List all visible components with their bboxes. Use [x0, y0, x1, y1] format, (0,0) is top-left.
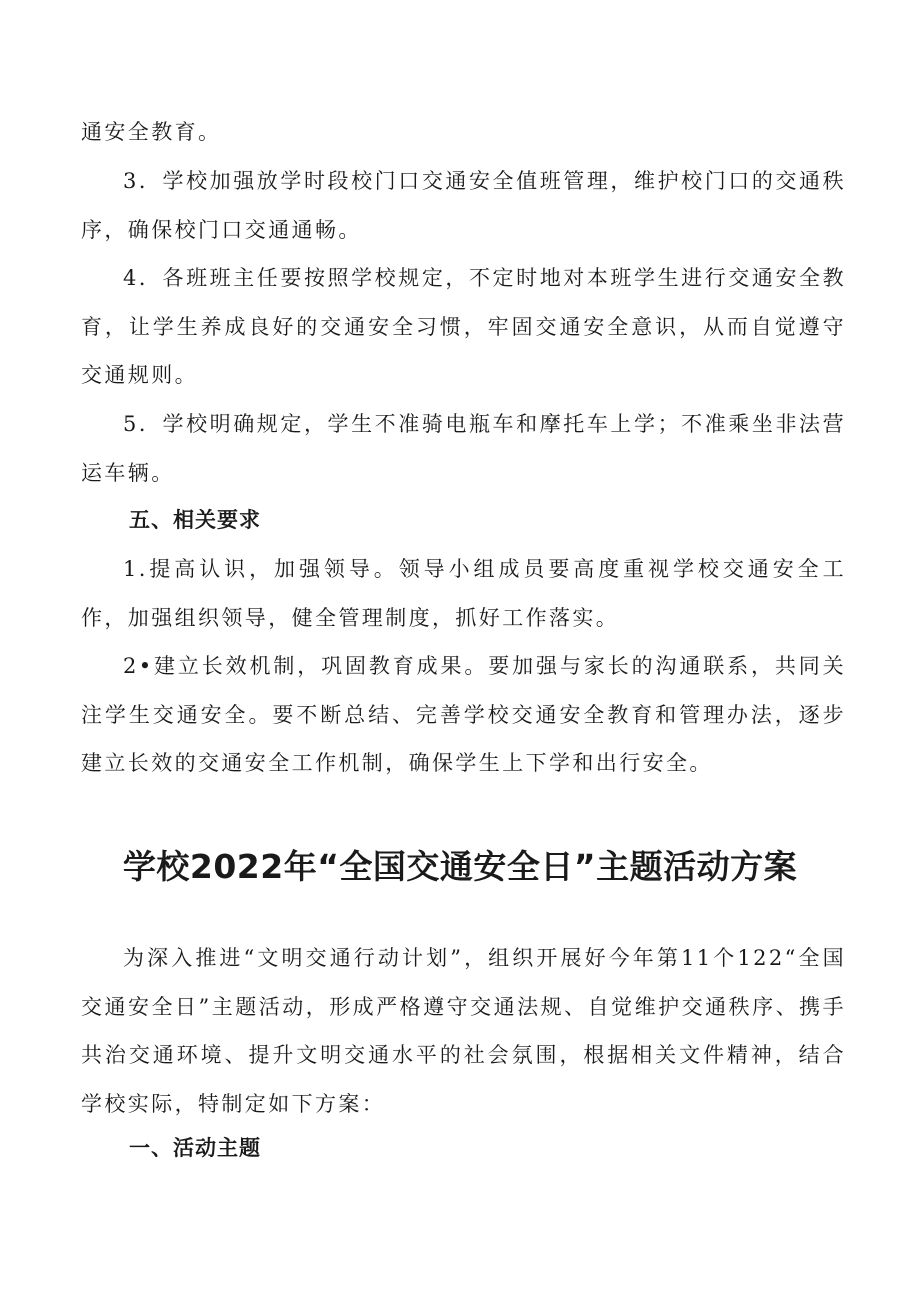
intro-paragraph: 为深入推进“文明交通行动计划”，组织开展好今年第11个122“全国交通安全日”主题活动，形成严格遵守交通法规、自觉维护交通秩序、携手共治交通环境、提升文明交通水平的社会氛围，根据相关文件精神，结合学校实际，特制定如下方案： — [81, 946, 846, 1116]
list-item-4: 4．各班班主任要按照学校规定，不定时地对本班学生进行交通安全教育，让学生养成良好的交通安全习惯，牢固交通安全意识，从而自觉遵守交通规则。 — [81, 266, 846, 387]
section-five-heading: 五、相关要求 — [129, 508, 261, 532]
requirement-item-1: 1.提高认识，加强领导。领导小组成员要高度重视学校交通安全工作，加强组织领导，健全管理制度，抓好工作落实。 — [81, 557, 846, 630]
list-item-5: 5．学校明确规定，学生不准骑电瓶车和摩托车上学；不准乘坐非法营运车辆。 — [81, 412, 846, 485]
section-one-heading: 一、活动主题 — [129, 1136, 261, 1160]
document-title: 学校2022年“全国交通安全日”主题活动方案 — [122, 847, 798, 886]
list-item-3: 3．学校加强放学时段校门口交通安全值班管理，维护校门口的交通秩序，确保校门口交通通畅。 — [81, 169, 846, 242]
continuation-paragraph: 通安全教育。 — [81, 120, 222, 144]
requirement-item-2: 2•建立长效机制，巩固教育成果。要加强与家长的沟通联系，共同关注学生交通安全。要不断总结、完善学校交通安全教育和管理办法，逐步建立长效的交通安全工作机制，确保学生上下学和出行安全。 — [81, 654, 846, 775]
